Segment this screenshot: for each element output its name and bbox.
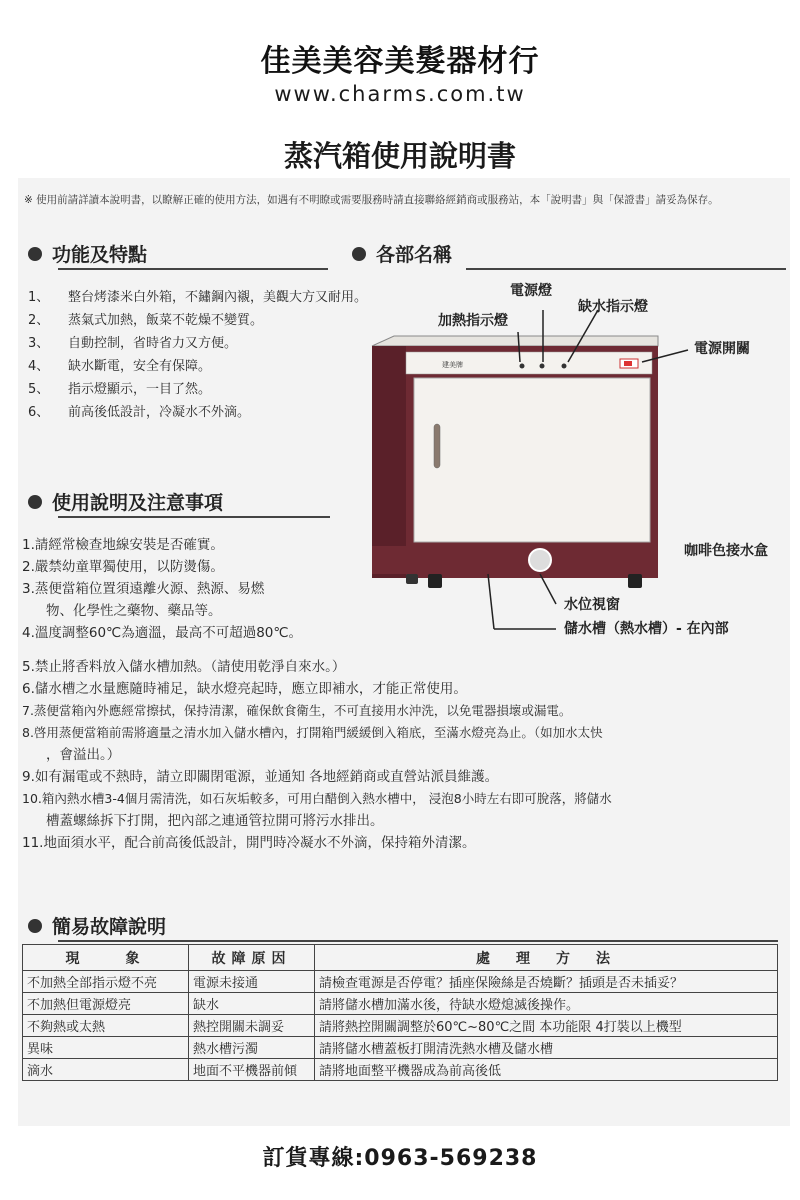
water-indicator-light: [562, 364, 567, 369]
troubleshooting-heading-text: 簡易故障說明: [52, 916, 167, 938]
table-cell: 地面不平機器前傾: [189, 1059, 315, 1081]
table-cell: 請檢查電源是否停電？插座保險絲是否燒斷？插頭是否未插妥？: [315, 971, 778, 993]
list-item: 1、 整台烤漆米白外箱，不鏽鋼內襯，美觀大方又耐用。: [28, 290, 368, 305]
shop-url[interactable]: www.charms.com.tw: [274, 82, 526, 106]
list-item: 10.箱內熱水槽3-4個月需清洗，如石灰垢較多，可用白醋倒入熱水槽中， 浸泡8小時左右即可脫落，將儲水: [22, 791, 612, 806]
list-item: 8.啓用蒸便當箱前需將適量之清水加入儲水槽內，打開箱門緩緩倒入箱底，至滿水燈亮為止。（如加水太快: [22, 725, 603, 740]
list-item: 物、化學性之藥物、藥品等。: [46, 603, 222, 619]
parts-heading-text: 各部名稱: [376, 244, 453, 266]
list-item: 3.蒸便當箱位置須遠離火源、熱源、易燃: [22, 581, 265, 597]
label-water-light: 缺水指示燈: [578, 299, 648, 315]
troubleshooting-table: [22, 944, 778, 1081]
brand-plate: 建美牌: [442, 361, 463, 369]
column-header: 故障原因: [189, 945, 315, 971]
table-cell: 請將儲水槽蓋板打開清洗熱水槽及儲水槽: [315, 1037, 778, 1059]
column-header: 處 理 方 法: [315, 945, 778, 971]
table-row: [23, 1059, 778, 1081]
usage-list: [22, 534, 612, 854]
list-item: 2、 蒸氣式加熱，飯菜不乾燥不變質。: [28, 313, 264, 328]
table-cell: 請將儲水槽加滿水後，待缺水燈熄滅後操作。: [315, 993, 778, 1015]
table-cell: 不加熱但電源燈亮: [23, 993, 189, 1015]
table-cell: 電源未接通: [189, 971, 315, 993]
column-header: 現 象: [23, 945, 189, 971]
list-item: ，會溢出。）: [46, 747, 121, 763]
table-cell: 熱控開關未調妥: [189, 1015, 315, 1037]
table-cell: 請將熱控開關調整於60℃~80℃之間 本功能限 4打裝以上機型: [315, 1015, 778, 1037]
features-heading-text: 功能及特點: [52, 244, 148, 266]
list-item: 4、 缺水斷電，安全有保障。: [28, 359, 212, 374]
cabinet-door: [414, 378, 650, 542]
table-header-row: [23, 945, 778, 971]
list-item: 4.溫度調整60℃為適溫，最高不可超過80℃。: [22, 625, 303, 641]
document-title: 蒸汽箱使用說明書: [283, 139, 516, 173]
scanned-manual: [18, 178, 790, 1126]
features-list: [28, 286, 367, 424]
heat-indicator-light: [520, 364, 525, 369]
shop-name: 佳美美容美髮器材行: [260, 44, 540, 79]
troubleshooting-heading: [28, 912, 166, 939]
list-item: 3、 自動控制，省時省力又方便。: [28, 336, 238, 351]
table-cell: 不加熱全部指示燈不亮: [23, 971, 189, 993]
label-heat-light: 加熱指示燈: [438, 313, 508, 329]
list-item: 2.嚴禁幼童單獨使用，以防燙傷。: [22, 559, 224, 575]
list-item: 5.禁止將香料放入儲水槽加熱。（請使用乾淨自來水。）: [22, 659, 346, 675]
list-item: 1.請經常檢查地線安裝是否確實。: [22, 537, 224, 553]
table-cell: 異味: [23, 1037, 189, 1059]
bullet-icon: [28, 495, 42, 509]
usage-heading: [28, 488, 223, 515]
table-cell: 不夠熱或太熱: [23, 1015, 189, 1037]
divider: [58, 268, 328, 270]
door-handle: [434, 424, 440, 468]
table-cell: 滴水: [23, 1059, 189, 1081]
list-item: 11.地面須水平，配合前高後低設計，開門時冷凝水不外滴，保持箱外清潔。: [22, 835, 476, 851]
list-item: 9.如有漏電或不熱時，請立即關閉電源，並通知 各地經銷商或直營站派員維護。: [22, 769, 499, 785]
table-row: [23, 1037, 778, 1059]
list-item: 5、 指示燈顯示，一目了然。: [28, 382, 212, 397]
label-drip-tray: 咖啡色接水盒: [684, 543, 768, 559]
features-heading: [28, 240, 147, 267]
divider: [58, 516, 330, 518]
usage-heading-text: 使用說明及注意事項: [52, 492, 224, 514]
divider: [466, 268, 786, 270]
list-item: 7.蒸便當箱內外應經常擦拭，保持清潔，確保飲食衛生，不可直接用水沖洗，以免電器損壞或漏電。: [22, 703, 572, 718]
label-water-tank: 儲水槽（熱水槽）- 在內部: [564, 621, 729, 637]
list-item: 6.儲水槽之水量應隨時補足，缺水燈亮起時，應立即補水，才能正常使用。: [22, 681, 467, 697]
divider: [58, 940, 778, 942]
bullet-icon: [28, 247, 42, 261]
list-item: 6、 前高後低設計，冷凝水不外滴。: [28, 405, 251, 420]
parts-heading: [352, 240, 452, 267]
bullet-icon: [352, 247, 366, 261]
label-water-window: 水位視窗: [564, 597, 620, 613]
power-indicator-light: [540, 364, 545, 369]
table-cell: 請將地面整平機器成為前高後低: [315, 1059, 778, 1081]
header: [0, 36, 800, 106]
table-cell: 缺水: [189, 993, 315, 1015]
table-row: [23, 1015, 778, 1037]
order-hotline: 訂貨專線:0963-569238: [262, 1146, 538, 1171]
label-power-light: 電源燈: [510, 283, 552, 299]
table-row: [23, 993, 778, 1015]
notice-text: ※ 使用前請詳讀本說明書，以瞭解正確的使用方法，如遇有不明瞭或需要服務時請直接聯絡經銷商或服務站，本「說明書」與「保證書」請妥為保存。: [24, 194, 719, 206]
list-item: 槽蓋螺絲拆下打開，把內部之連通管拉開可將污水排出。: [46, 813, 384, 829]
bullet-icon: [28, 919, 42, 933]
table-cell: 熱水槽污濁: [189, 1037, 315, 1059]
table-row: [23, 971, 778, 993]
label-power-switch: 電源開關: [694, 341, 750, 357]
